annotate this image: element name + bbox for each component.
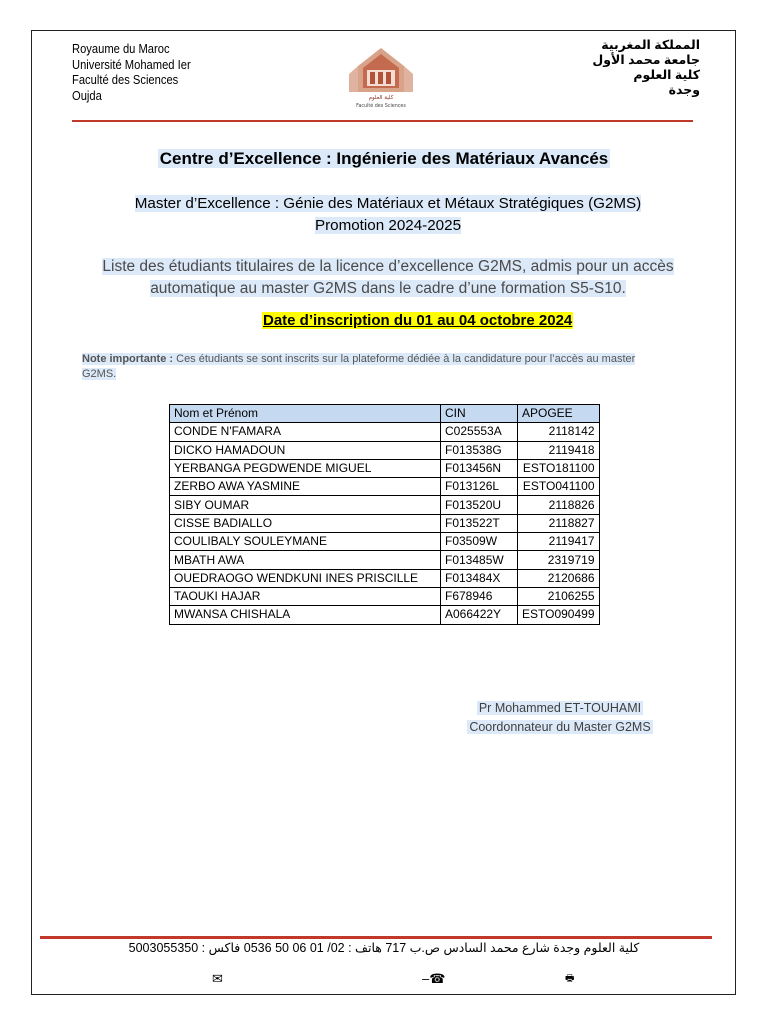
- cell-name: TAOUKI HAJAR: [170, 587, 441, 605]
- cell-name: YERBANGA PEGDWENDE MIGUEL: [170, 459, 441, 477]
- header-right-line: وجدة: [668, 83, 700, 97]
- cell-name: DICKO HAMADOUN: [170, 441, 441, 459]
- logo-caption-ar: كلية العلوم: [368, 95, 394, 101]
- cell-cin: F013522T: [441, 514, 518, 532]
- table-row: [170, 478, 600, 496]
- mail-icon: ✉: [212, 971, 223, 986]
- table-row: [170, 423, 600, 441]
- cell-name: MWANSA CHISHALA: [170, 606, 441, 624]
- header-left-line: Royaume du Maroc: [72, 41, 170, 56]
- table-row: [170, 587, 600, 605]
- table-header-row: [170, 405, 600, 423]
- table-row: [170, 533, 600, 551]
- cell-cin: C025553A: [441, 423, 518, 441]
- page-title-text: Centre d’Excellence : Ingénierie des Matériaux Avancés: [159, 149, 609, 168]
- table-row: [170, 606, 600, 624]
- students-table: [169, 404, 600, 625]
- header-left-line: Faculté des Sciences: [72, 72, 179, 87]
- footer-divider: [40, 936, 712, 939]
- cell-apogee: 2319719: [518, 551, 600, 569]
- cell-cin: F013485W: [441, 551, 518, 569]
- cell-apogee: 2120686: [518, 569, 600, 587]
- cell-name: CISSE BADIALLO: [170, 514, 441, 532]
- header-right-line: المملكة المغربية: [601, 38, 700, 52]
- cell-cin: F013126L: [441, 478, 518, 496]
- header-right-line: كلية العلوم: [633, 68, 700, 82]
- cell-cin: F013456N: [441, 459, 518, 477]
- cell-apogee: 2118827: [518, 514, 600, 532]
- table-row: [170, 551, 600, 569]
- signatory-name: Pr Mohammed ET-TOUHAMI: [478, 701, 642, 715]
- cell-name: SIBY OUMAR: [170, 496, 441, 514]
- important-note: [82, 352, 682, 382]
- header-left-line: Université Mohamed Ier: [72, 56, 191, 72]
- table-row: [170, 496, 600, 514]
- signatory-role: Coordonnateur du Master G2MS: [469, 720, 651, 734]
- table-row: [170, 569, 600, 587]
- note-text-continued: G2MS.: [82, 368, 117, 380]
- table-row: [170, 459, 600, 477]
- table-row: [170, 514, 600, 532]
- cell-cin: A066422Y: [441, 606, 518, 624]
- cell-name: MBATH AWA: [170, 551, 441, 569]
- intro-line: Liste des étudiants titulaires de la licence d’excellence G2MS, admis pour un accès: [102, 258, 674, 275]
- cell-name: CONDE N'FAMARA: [170, 423, 441, 441]
- signature-block: [460, 699, 660, 737]
- master-title: [0, 193, 768, 237]
- column-header-name: Nom et Prénom: [170, 405, 441, 423]
- note-label: Note importante :: [82, 353, 174, 365]
- cell-name: ZERBO AWA YASMINE: [170, 478, 441, 496]
- header-right: [592, 38, 700, 98]
- cell-apogee: 2119418: [518, 441, 600, 459]
- column-header-apogee: APOGEE: [518, 405, 600, 423]
- note-text: Ces étudiants se sont inscrits sur la plateforme dédiée à la candidature pour l’accès au master: [173, 353, 636, 365]
- cell-apogee: ESTO090499: [518, 606, 600, 624]
- cell-apogee: ESTO181100: [518, 459, 600, 477]
- cell-apogee: 2118142: [518, 423, 600, 441]
- cell-apogee: 2119417: [518, 533, 600, 551]
- logo-caption-fr: Faculté des Sciences: [356, 104, 406, 109]
- cell-cin: F03509W: [441, 533, 518, 551]
- header-left: [72, 41, 191, 103]
- cell-cin: F678946: [441, 587, 518, 605]
- faculty-logo: [344, 46, 418, 112]
- cell-cin: F013484X: [441, 569, 518, 587]
- promotion-year: Promotion 2024-2025: [314, 217, 462, 234]
- column-header-cin: CIN: [441, 405, 518, 423]
- cell-name: OUEDRAOGO WENDKUNI INES PRISCILLE: [170, 569, 441, 587]
- intro-text: [0, 256, 768, 300]
- cell-apogee: 2106255: [518, 587, 600, 605]
- registration-date: Date d’inscription du 01 au 04 octobre 2024: [263, 312, 573, 329]
- header-divider: [72, 120, 693, 122]
- footer-address: كلية العلوم وجدة شارع محمد السادس ص.ب 717 هاتف : 02/ 01 06 50 0536 فاكس : 5003055350: [128, 941, 640, 955]
- fax-icon: 🖶: [565, 973, 575, 984]
- cell-cin: F013538G: [441, 441, 518, 459]
- cell-cin: F013520U: [441, 496, 518, 514]
- header-left-line: Oujda: [72, 87, 102, 103]
- header-right-line: جامعة محمد الأول: [592, 53, 700, 67]
- page-title: [0, 149, 768, 169]
- cell-apogee: 2118826: [518, 496, 600, 514]
- table-row: [170, 441, 600, 459]
- cell-name: COULIBALY SOULEYMANE: [170, 533, 441, 551]
- cell-apogee: ESTO041100: [518, 478, 600, 496]
- intro-line: automatique au master G2MS dans le cadre d’une formation S5-S10.: [150, 280, 626, 297]
- phone-icon: –☎: [422, 971, 446, 986]
- master-name: Master d’Excellence : Génie des Matériaux et Métaux Stratégiques (G2MS): [134, 195, 642, 212]
